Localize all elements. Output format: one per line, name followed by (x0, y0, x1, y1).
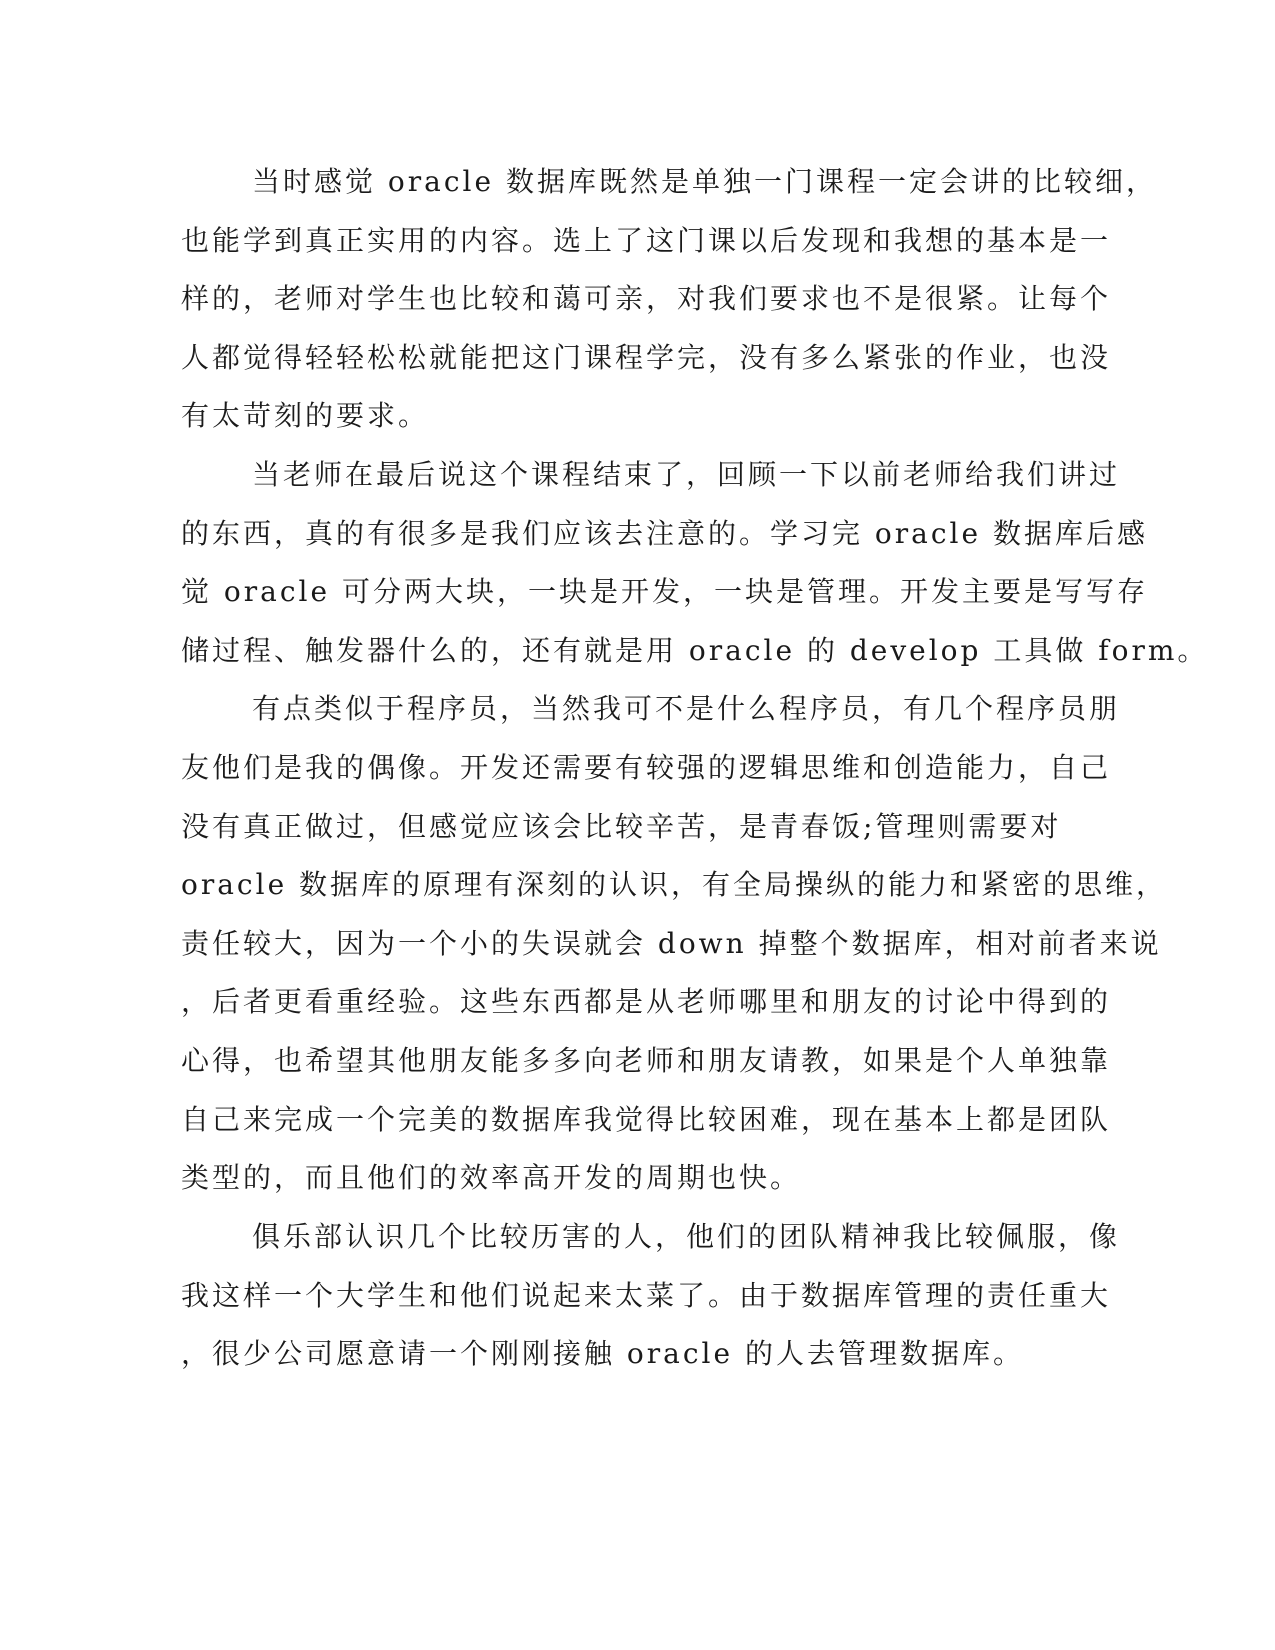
paragraph-2-line-1: 当老师在最后说这个课程结束了，回顾一下以前老师给我们讲过 (252, 458, 1121, 491)
paragraph-1-line-5: 有太苛刻的要求。 (181, 399, 430, 432)
paragraph-4-line-2: 我这样一个大学生和他们说起来太菜了。由于数据库管理的责任重大 (181, 1279, 1112, 1312)
paragraph-1-line-4: 人都觉得轻轻松松就能把这门课程学完，没有多么紧张的作业，也没 (181, 341, 1112, 374)
paragraph-1-line-1: 当时感觉 oracle 数据库既然是单独一门课程一定会讲的比较细， (252, 165, 1157, 198)
paragraph-3-line-8: 自己来完成一个完美的数据库我觉得比较困难，现在基本上都是团队 (181, 1103, 1112, 1136)
paragraph-1-line-3: 样的，老师对学生也比较和蔼可亲，对我们要求也不是很紧。让每个 (181, 282, 1112, 315)
paragraph-1-line-2: 也能学到真正实用的内容。选上了这门课以后发现和我想的基本是一 (181, 224, 1112, 257)
paragraph-3-line-9: 类型的，而且他们的效率高开发的周期也快。 (181, 1161, 802, 1194)
paragraph-2-line-3: 觉 oracle 可分两大块，一块是开发，一块是管理。开发主要是写写存 (181, 575, 1148, 608)
paragraph-2-line-4: 储过程、触发器什么的，还有就是用 oracle 的 develop 工具做 form。 (181, 634, 1209, 667)
paragraph-3-line-5: 责任较大，因为一个小的失误就会 down 掉整个数据库，相对前者来说 (181, 927, 1162, 960)
paragraph-3-line-4: oracle 数据库的原理有深刻的认识，有全局操纵的能力和紧密的思维， (181, 868, 1168, 901)
paragraph-2-line-2: 的东西，真的有很多是我们应该去注意的。学习完 oracle 数据库后感 (181, 517, 1148, 550)
paragraph-4-line-1: 俱乐部认识几个比较历害的人，他们的团队精神我比较佩服，像 (252, 1220, 1121, 1253)
paragraph-4-line-3: ，很少公司愿意请一个刚刚接触 oracle 的人去管理数据库。 (181, 1337, 1024, 1370)
paragraph-3-line-6: ，后者更看重经验。这些东西都是从老师哪里和朋友的讨论中得到的 (181, 985, 1112, 1018)
paragraph-3-line-3: 没有真正做过，但感觉应该会比较辛苦，是青春饭;管理则需要对 (181, 810, 1062, 843)
paragraph-3-line-7: 心得，也希望其他朋友能多多向老师和朋友请教，如果是个人单独靠 (181, 1044, 1112, 1077)
paragraph-3-line-1: 有点类似于程序员，当然我可不是什么程序员，有几个程序员朋 (252, 692, 1121, 725)
paragraph-3-line-2: 友他们是我的偶像。开发还需要有较强的逻辑思维和创造能力，自己 (181, 751, 1112, 784)
